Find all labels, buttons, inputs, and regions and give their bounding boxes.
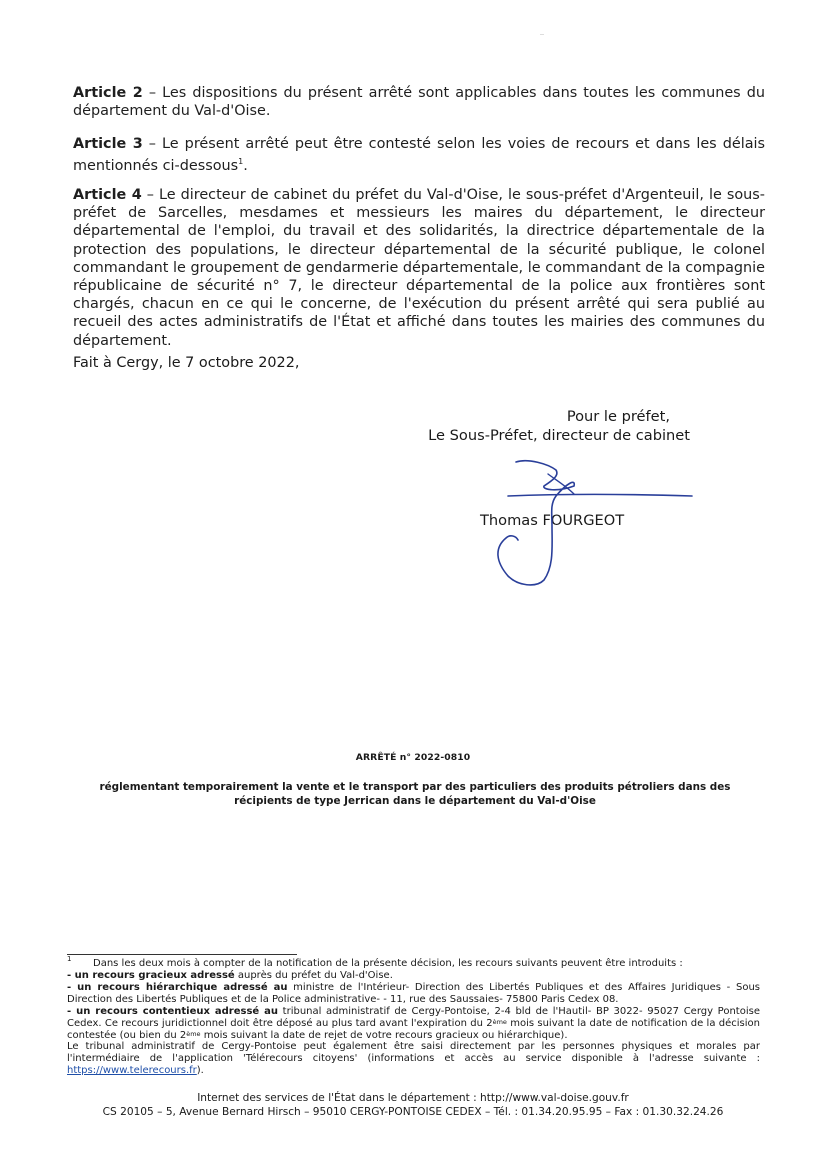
footnote-item-3-sup-a: ème <box>492 1017 507 1026</box>
footer-address: CS 20105 – 5, Avenue Bernard Hirsch – 95010 CERGY-PONTOISE CEDEX – Tél. : 01.34.20.95.95 – Fax : 01.30.32.24.26 <box>102 1106 724 1118</box>
footnote-item-3-text-c: mois suivant la date de rejet de votre recours gracieux ou hiérarchique). <box>200 1029 568 1041</box>
arrete-title: ARRÊTÉ n° 2022-0810 <box>355 752 471 763</box>
footnote-item-2-text: ministre de l'Intérieur- Direction des Libertés Publiques et des Affaires Juridiques - Sous Direction des Libertés Publiques et de la Police administrative- - 11, rue des Saussaies- 75800 Paris Cedex 08. <box>67 982 760 1005</box>
footnote-item-1-text: auprès du préfet du Val-d'Oise. <box>234 970 393 981</box>
signature-stroke-underline <box>508 495 692 497</box>
handwritten-signature <box>478 456 708 596</box>
footnote-marker: 1 <box>67 955 72 963</box>
footnote-item-contentieux <box>67 1006 760 1041</box>
footnote-intro: Dans les deux mois à compter de la notification de la présente décision, les recours suivants peuvent être introduits : <box>93 958 683 969</box>
signature-stroke-main <box>498 461 574 585</box>
article-4-text: – Le directeur de cabinet du préfet du Val-d'Oise, le sous-préfet d'Argenteuil, le sous-préfet de Sarcelles, mesdames et messieurs les maires du département, le directeur départemental de l'emploi, du travail et des solidarités, la directrice départementale de la protection des populations, le directeur départemental de la sécurité publique, le colonel commandant le groupement de gendarmerie départementale, le commandant de la compagnie républicaine de sécurité n° 7, le directeur départemental de la police aux frontières sont chargés, chacun en ce qui le concerne, de l'exécution du présent arrêté qui sera publié au recueil des actes administratifs de l'État et affiché dans toutes les mairies des communes du département. <box>73 187 765 349</box>
article-3-label: Article 3 <box>73 136 143 152</box>
article-4-label: Article 4 <box>73 187 142 203</box>
article-3-text: – Le présent arrêté peut être contesté selon les voies de recours et dans les délais mentionnés ci-dessous <box>73 136 766 174</box>
footnote-item-gracieux <box>67 970 760 982</box>
footer-website: Internet des services de l'État dans le département : http://www.val-doise.gouv.fr <box>197 1092 629 1104</box>
article-2-label: Article 2 <box>73 85 143 101</box>
footnote-item-2-bold: - un recours hiérarchique adressé au <box>67 982 288 993</box>
signatory-name: Thomas FOURGEOT <box>480 512 625 529</box>
footnote-reference: 1 <box>238 157 244 167</box>
article-3-end: . <box>243 158 248 174</box>
article-4 <box>73 186 765 350</box>
article-2-text: – Les dispositions du présent arrêté sont applicables dans toutes les communes du département du Val-d'Oise. <box>73 85 765 120</box>
article-3 <box>73 135 765 175</box>
footnote-item-4-end: ). <box>196 1064 204 1076</box>
footnote-item-1-bold: - un recours gracieux adressé <box>67 970 235 981</box>
footnote-item-3-text-a: tribunal administratif de Cergy-Pontoise, 2-4 bld de l'Hautil- BP 3022- 95027 Cergy Pontoise Cedex. Ce recours juridictionnel doit être déposé au plus tard avant l'expiration du 2 <box>67 1006 760 1029</box>
footnote-item-3-bold: - un recours contentieux adressé au <box>67 1006 279 1017</box>
scan-speck <box>540 34 544 35</box>
footnote-item-hierarchique <box>67 982 760 1006</box>
footnote-item-3-sup-b: ème <box>186 1029 201 1038</box>
done-at-line: Fait à Cergy, le 7 octobre 2022, <box>73 355 300 371</box>
signatory-role-line-2: Le Sous-Préfet, directeur de cabinet <box>428 427 690 444</box>
footnote-item-telerecours <box>67 1041 760 1076</box>
article-2 <box>73 84 765 120</box>
footnote-separator <box>67 954 297 955</box>
footnote-item-3-text-b: mois suivant la date de notification de la décision contestée (ou bien du 2 <box>67 1017 760 1041</box>
telerecours-link[interactable]: https://www.telerecours.fr <box>67 1064 197 1076</box>
arrete-subtitle: réglementant temporairement la vente et le transport par des particuliers des produits pétroliers dans des récipients de type Jerrican dans le département du Val-d'Oise <box>99 781 731 807</box>
signatory-role-line-1: Pour le préfet, <box>566 408 670 425</box>
footnote-item-4-text: Le tribunal administratif de Cergy-Pontoise peut également être saisi directement par les personnes physiques et morales par l'intermédiaire de l'application 'Télérecours citoyens' (informations et accès au service disponible à l'adresse suivante : <box>67 1041 760 1064</box>
